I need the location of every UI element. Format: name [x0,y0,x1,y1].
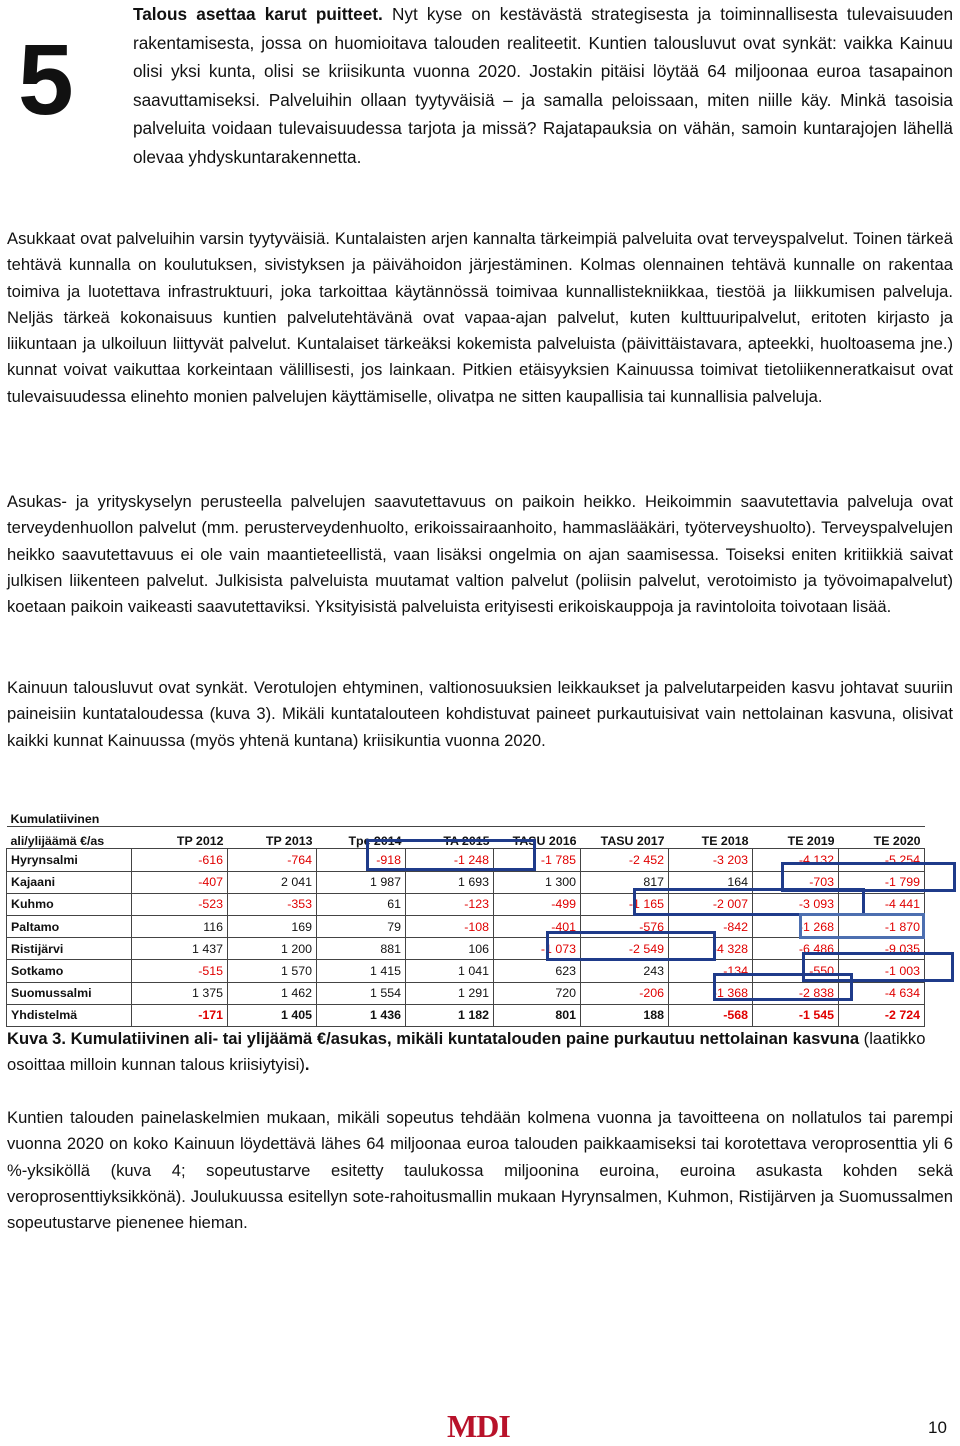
crisis-box-suomussalmi [713,973,853,1001]
column-header: TP 2012 [132,827,228,849]
column-header: TA 2015 [406,827,494,849]
table-cell: -1 268 [753,915,839,937]
table-cell: 1 182 [406,1004,494,1026]
column-header: TE 2019 [753,827,839,849]
table-cell: 1 291 [406,982,494,1004]
table-cell: -206 [581,982,669,1004]
table-cell: 1 200 [228,938,317,960]
paragraph-adjustment: Kuntien talouden painelaskelmien mukaan, mikäli sopeutus tehdään kolmena vuonna ja tavoitteena on nollatulos tai parempi vuonna 2020 on koko Kainuun löydettävä lähes 64 miljoonaa euroa talouden paikkaamiseksi tai korotettava veroprosenttia yli 6 %-yksiköllä (kuva 4; sopeutustarve esitetty taulukossa miljoonina euroina, euroina asukasta kohden sekä veroprosenttiyksikkönä). Joulukuussa esitellyn sote-rahoitusmallin mukaan Hyrynsalmen, Kuhmon, Ristijärven ja Suomussalmen sopeutustarve pienenee hieman. [7,1108,953,1233]
deficit-table-figure [6,805,924,1023]
column-header: TASU 2016 [494,827,581,849]
table-cell: -1 870 [839,915,925,937]
column-header: TE 2018 [669,827,753,849]
table-cell: -3 093 [753,893,839,915]
table-cell: -4 634 [839,982,925,1004]
column-header: TE 2020 [839,827,925,849]
page-number: 10 [928,1418,947,1437]
table-cell: -1 799 [839,871,925,893]
table-cell: -918 [317,849,406,871]
table-cell: 1 300 [494,871,581,893]
table-cell: 817 [581,871,669,893]
table-cell: -108 [406,915,494,937]
table-title-line1: Kumulatiivinen [7,805,132,827]
row-label: Hyrynsalmi [7,849,132,871]
table-total-row [7,1004,925,1026]
table-cell: -6 486 [753,938,839,960]
intro-paragraph [133,0,953,172]
table-cell: -576 [581,915,669,937]
figure-caption [7,1026,953,1079]
table-cell: -1 003 [839,960,925,982]
table-cell: -9 035 [839,938,925,960]
table-title-line2: ali/ylijäämä €/as [7,827,132,849]
row-label: Kajaani [7,871,132,893]
table-row [7,938,925,960]
table-cell: 1 415 [317,960,406,982]
table-title-row [7,805,925,827]
table-cell: -1 073 [494,938,581,960]
column-header: Tpe 2014 [317,827,406,849]
table-cell: 243 [581,960,669,982]
table-cell: 623 [494,960,581,982]
table-cell: -353 [228,893,317,915]
table-cell: -616 [132,849,228,871]
table-cell: -2 549 [581,938,669,960]
row-label: Paltamo [7,915,132,937]
table-cell: 881 [317,938,406,960]
table-cell: -568 [669,1004,753,1026]
table-cell: -2 452 [581,849,669,871]
table-cell: 720 [494,982,581,1004]
caption-normal: (laatikko osoittaa milloin kunnan talous kriisiytyisi) [7,1029,926,1075]
table-cell: -2 838 [753,982,839,1004]
intro-lead: Talous asettaa karut puitteet. [133,4,383,24]
table-cell: 164 [669,871,753,893]
table-cell: 1 375 [132,982,228,1004]
table-cell: 1 987 [317,871,406,893]
table-cell: 1 437 [132,938,228,960]
paragraph-accessibility: Asukas- ja yrityskyselyn perusteella palvelujen saavutettavuus on paikoin heikko. Heikoimmin saavutettavia palveluja ovat terveydenhuollon palvelut (mm. perusterveydenhuolto, erikoissairaanhoito, hammaslääkäri, työterveyshuolto). Terveyspalvelujen heikko saavutettavuus ei ole vain maantieteellistä, vaan lisäksi ongelmia on ajan saamisessa. Toiseksi eniten kritiikkiä saivat julkisen liikenteen palvelut. Julkisista palveluista muutamat valtion palvelut (poliisin palvelut, verotoimisto ja työvoimapalvelut) koetaan paikoin vaikeasti saavutettaviksi. Yksityisistä palveluista erityisesti erikoiskauppoja ja ravintoloita toivotaan lisää. [7,492,953,617]
chapter-number: 5 [18,24,74,136]
table-cell: 61 [317,893,406,915]
table-cell: 79 [317,915,406,937]
table-cell: -1 165 [581,893,669,915]
table-cell: 1 554 [317,982,406,1004]
paragraph-finances: Kainuun talousluvut ovat synkät. Verotulojen ehtyminen, valtionosuuksien leikkaukset ja palvelutarpeiden kasvu johtavat suuriin paineisiin kuntataloudessa (kuva 3). Mikäli kuntatalouteen kohdistuvat paineet purkautuisivat vain nettolainan kasvuna, olisivat kaikki kunnat Kainuussa (myös yhtenä kuntana) kriisikuntia vuonna 2020. [7,678,953,750]
table-row [7,915,925,937]
table-cell: 1 462 [228,982,317,1004]
table-cell: -515 [132,960,228,982]
table-cell: -401 [494,915,581,937]
table-cell: -499 [494,893,581,915]
mdi-logo: MDI [447,1408,510,1444]
column-header: TASU 2017 [581,827,669,849]
caption-bold: Kuva 3. Kumulatiivinen ali- tai ylijäämä €/asukas, mikäli kuntatalouden paine purkautuu nettolainan kasvuna [7,1029,860,1048]
row-label: Kuhmo [7,893,132,915]
table-cell: -5 254 [839,849,925,871]
table-cell: -123 [406,893,494,915]
table-cell: 188 [581,1004,669,1026]
crisis-box-hyrynsalmi [366,839,536,871]
table-cell: -171 [132,1004,228,1026]
table-cell: -2 007 [669,893,753,915]
table-cell: 116 [132,915,228,937]
crisis-box-kuhmo [633,888,865,916]
table-cell: 1 570 [228,960,317,982]
table-cell: -3 203 [669,849,753,871]
table-cell: 1 041 [406,960,494,982]
table-cell: 1 693 [406,871,494,893]
intro-text: Nyt kyse on kestävästä strategisesta ja toiminnallisesta tulevaisuuden rakentamisesta, jossa on huomioitava talouden realiteetit. Kuntien talousluvut ovat synkät: vaikka Kainuu olisi yksi kunta, olisi se kriisikunta vuonna 2020. Jostakin pitäisi löytää 64 miljoonaa euroa tasapainon saavuttamiseksi. Palveluihin ollaan tyytyväisiä – ja samalla peloissaan, miten niille käy. Minkä tasoisia palveluita voidaan tulevaisuudessa tarjota ja missä? Rajatapauksia on vähän, samoin kuntarajojen lähellä olevaa yhdyskuntarakennetta. [133,4,953,167]
table-cell: 1 405 [228,1004,317,1026]
table-cell: 801 [494,1004,581,1026]
crisis-box-paltamo [799,913,925,939]
table-cell: -1 248 [406,849,494,871]
table-cell: 106 [406,938,494,960]
paragraph-services: Asukkaat ovat palveluihin varsin tyytyväisiä. Kuntalaisten arjen kannalta tärkeimpiä palveluita ovat terveyspalvelut. Toinen tärkeä tehtävä kunnalla on koulutuksen, sivistyksen ja päivähoidon järjestäminen. Kolmas olennainen tehtävä kunnalle on rakentaa toimiva ja luotettava infrastruktuuri, joka tarkoittaa käytännössä toimivaa kunnallistekniikkaa, tiestöä ja liikkumisen palveluja. Neljäs tärkeä kokonaisuus kuntien palvelutehtävänä ovat vapaa-ajan palvelut, kuten kulttuuripalvelut, eritoten kirjasto ja liikuntaan ja ulkoiluun liittyvät palvelut. Kuntalaiset tärkeäksi kokemista palveluista (päivittäistavara, apteekki, huoltoasema jne.) kunnat voivat vaikuttaa korkeintaan välillisesti, jos lainkaan. Pitkien etäisyyksien Kainuussa toimivat tietoliikenneratkaisut ovat tulevaisuudessa elinehto monien palvelujen käyttämiselle, olivatpa ne sitten kaupallisia tai kunnallisia palveluja. [7,229,953,406]
table-cell: -2 724 [839,1004,925,1026]
row-label: Suomussalmi [7,982,132,1004]
table-cell: -550 [753,960,839,982]
table-cell: 169 [228,915,317,937]
table-cell: -134 [669,960,753,982]
crisis-box-ristijarvi [546,931,716,961]
table-cell: -4 441 [839,893,925,915]
table-cell: -1 785 [494,849,581,871]
caption-end: . [304,1055,310,1075]
table-cell: -4 132 [753,849,839,871]
row-label: Ristijärvi [7,938,132,960]
column-header: TP 2013 [228,827,317,849]
row-label: Yhdistelmä [7,1004,132,1026]
table-cell: -842 [669,915,753,937]
table-cell: -407 [132,871,228,893]
row-label: Sotkamo [7,960,132,982]
table-cell: -523 [132,893,228,915]
table-cell: -703 [753,871,839,893]
table-cell: -1 368 [669,982,753,1004]
table-cell: -1 545 [753,1004,839,1026]
table-cell: 1 436 [317,1004,406,1026]
table-cell: -4 328 [669,938,753,960]
table-cell: 2 041 [228,871,317,893]
table-cell: -764 [228,849,317,871]
